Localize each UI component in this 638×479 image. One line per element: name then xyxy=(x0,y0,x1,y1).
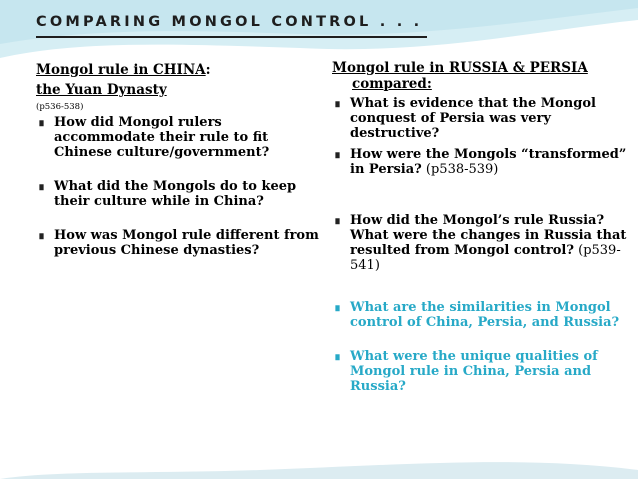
left-column xyxy=(36,62,321,258)
left-bullet-list xyxy=(36,115,321,258)
bullet-icon: ∎ xyxy=(334,301,341,314)
left-pages-ref: (p536-538) xyxy=(36,102,84,112)
left-heading xyxy=(36,62,321,78)
bullet-text: What did the Mongols do to keep their culture while in China? xyxy=(54,179,297,209)
bullet-icon: ∎ xyxy=(334,97,341,110)
list-item xyxy=(36,179,321,209)
bullet-icon: ∎ xyxy=(334,214,341,227)
bullet-icon: ∎ xyxy=(334,350,341,363)
list-item xyxy=(36,115,321,160)
right-column xyxy=(332,60,632,394)
bullet-icon: ∎ xyxy=(38,180,45,193)
bullet-text: What were the unique qualities of Mongol rule in China, Persia and Russia? xyxy=(350,349,598,394)
bullet-text: How did the Mongol’s rule Russia? What were the changes in Russia that resulted from Mongol control? xyxy=(350,213,627,258)
bullet-text: What is evidence that the Mongol conquest of Persia was very destructive? xyxy=(350,96,596,141)
title-underline xyxy=(36,36,427,38)
page-reference: (p538-539) xyxy=(421,162,499,177)
list-item xyxy=(36,228,321,258)
right-heading: Mongol rule in RUSSIA & PERSIA xyxy=(332,60,588,76)
list-item xyxy=(332,213,632,273)
bullet-text: How was Mongol rule different from previous Chinese dynasties? xyxy=(54,228,319,258)
bullet-text: What are the similarities in Mongol control of China, Persia, and Russia? xyxy=(350,300,620,330)
list-item xyxy=(332,300,632,330)
left-subheading: the Yuan Dynasty xyxy=(36,82,167,98)
right-subheading: compared: xyxy=(352,76,432,92)
left-heading-china: Mongol rule in CHINA xyxy=(36,62,206,78)
right-bullet-list xyxy=(332,96,632,394)
list-item xyxy=(332,349,632,394)
bullet-icon: ∎ xyxy=(38,116,45,129)
list-item xyxy=(332,147,632,177)
page-reference: (p539-541) xyxy=(350,243,621,273)
bullet-text: How were the Mongols “transformed” in Persia? xyxy=(350,147,627,177)
left-heading-colon: : xyxy=(205,62,211,78)
slide-title: COMPARING MONGOL CONTROL . . . xyxy=(36,14,423,30)
bullet-icon: ∎ xyxy=(334,148,341,161)
bullet-text: How did Mongol rulers accommodate their rule to fit Chinese culture/government? xyxy=(54,115,270,160)
bullet-icon: ∎ xyxy=(38,229,45,242)
list-item xyxy=(332,96,632,141)
